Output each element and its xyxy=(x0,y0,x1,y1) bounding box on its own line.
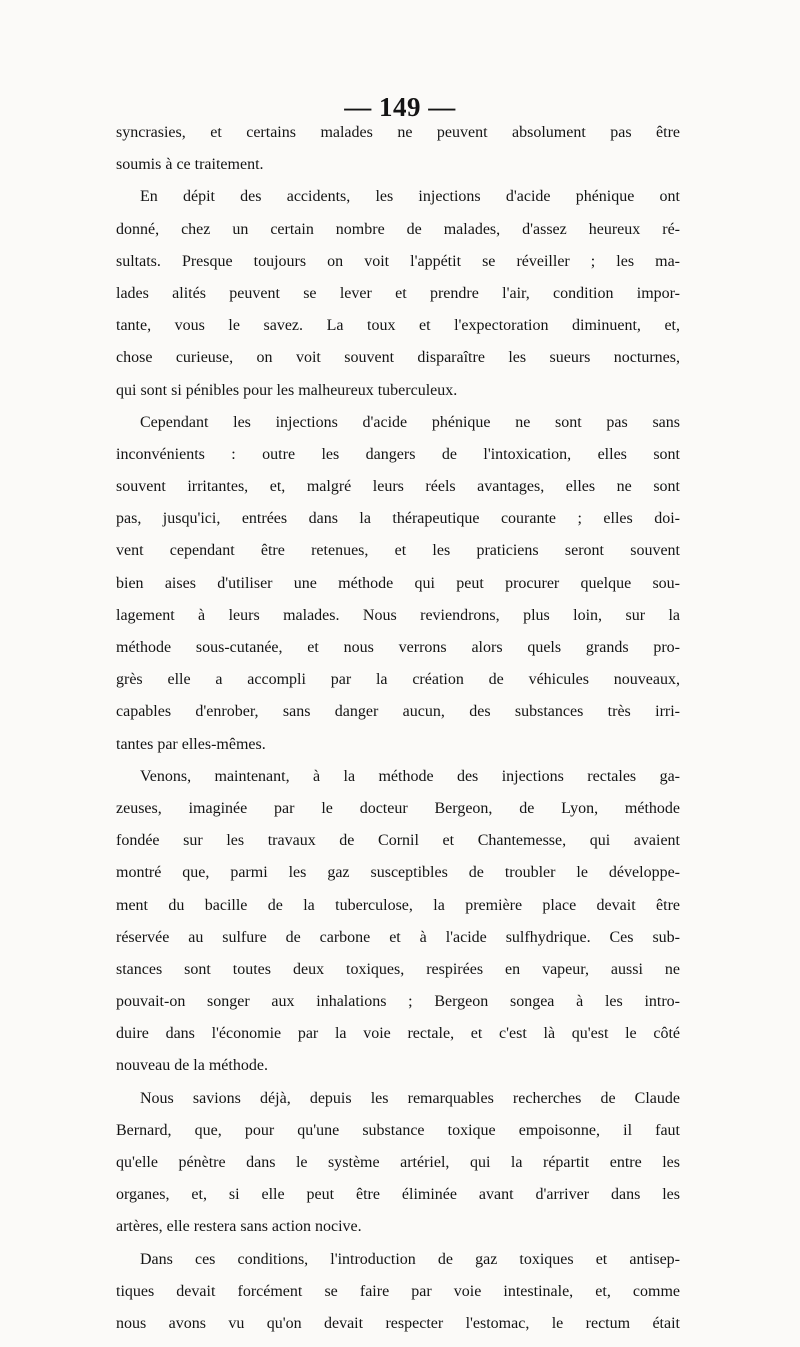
text-line: grès elle a accompli par la création de véhicules nouveaux, xyxy=(116,671,680,689)
text-line: duire dans l'économie par la voie rectale, et c'est là qu'est le côté xyxy=(116,1025,680,1043)
text-line: Venons, maintenant, à la méthode des injections rectales ga- xyxy=(140,767,680,785)
text-line: Nous savions déjà, depuis les remarquables recherches de Claude xyxy=(140,1089,680,1107)
text-line: stances sont toutes deux toxiques, respirées en vapeur, aussi ne xyxy=(116,960,680,978)
text-line: artères, elle restera sans action nocive. xyxy=(116,1218,362,1236)
text-line: Dans ces conditions, l'introduction de gaz toxiques et antisep- xyxy=(140,1250,680,1268)
page-number: — 149 — xyxy=(344,92,456,122)
text-line: lagement à leurs malades. Nous reviendrons, plus loin, sur la xyxy=(116,606,680,624)
text-line: qu'elle pénètre dans le système artériel, qui la répartit entre les xyxy=(116,1154,680,1171)
body-text xyxy=(116,124,680,1347)
text-line: organes, et, si elle peut être éliminée avant d'arriver dans les xyxy=(116,1186,680,1204)
text-line: tante, vous le savez. La toux et l'expectoration diminuent, et, xyxy=(116,317,680,335)
text-line: fondée sur les travaux de Cornil et Chantemesse, qui avaient xyxy=(116,832,680,850)
text-line: soumis à ce traitement. xyxy=(116,156,264,174)
text-line: pouvait-on songer aux inhalations ; Bergeon songea à les intro- xyxy=(116,993,680,1011)
text-line: donné, chez un certain nombre de malades, d'assez heureux ré- xyxy=(116,220,680,238)
text-line: ment du bacille de la tuberculose, la première place devait être xyxy=(116,896,680,914)
text-line: vent cependant être retenues, et les praticiens seront souvent xyxy=(116,542,680,560)
text-line: syncrasies, et certains malades ne peuvent absolument pas être xyxy=(116,124,680,141)
text-line: méthode sous-cutanée, et nous verrons alors quels grands pro- xyxy=(116,639,680,656)
text-line: réservée au sulfure de carbone et à l'acide sulfhydrique. Ces sub- xyxy=(116,928,680,946)
text-line: inconvénients : outre les dangers de l'intoxication, elles sont xyxy=(116,445,680,463)
text-line: sultats. Presque toujours on voit l'appétit se réveiller ; les ma- xyxy=(116,252,680,270)
text-line: capables d'enrober, sans danger aucun, des substances très irri- xyxy=(116,703,680,721)
text-line: tantes par elles-mêmes. xyxy=(116,735,266,753)
text-line: qui sont si pénibles pour les malheureux tuberculeux. xyxy=(116,381,458,399)
text-line: Bernard, que, pour qu'une substance toxique empoisonne, il faut xyxy=(116,1121,680,1139)
text-line: Cependant les injections d'acide phénique ne sont pas sans xyxy=(140,413,680,431)
text-line: pas, jusqu'ici, entrées dans la thérapeutique courante ; elles doi- xyxy=(116,510,680,528)
text-line: souvent irritantes, et, malgré leurs réels avantages, elles ne sont xyxy=(116,478,680,496)
text-line: chose curieuse, on voit souvent disparaître les sueurs nocturnes, xyxy=(116,349,680,367)
text-line: bien aises d'utiliser une méthode qui peut procurer quelque sou- xyxy=(116,574,680,592)
text-line: En dépit des accidents, les injections d'acide phénique ont xyxy=(140,188,680,206)
text-line: nouveau de la méthode. xyxy=(116,1057,268,1075)
text-line: nous avons vu qu'on devait respecter l'estomac, le rectum était xyxy=(116,1314,680,1332)
text-line: montré que, parmi les gaz susceptibles de troubler le développe- xyxy=(116,864,680,882)
text-line: zeuses, imaginée par le docteur Bergeon, de Lyon, méthode xyxy=(116,799,680,817)
text-line: lades alités peuvent se lever et prendre l'air, condition impor- xyxy=(116,284,680,302)
text-line: tiques devait forcément se faire par voie intestinale, et, comme xyxy=(116,1282,680,1300)
